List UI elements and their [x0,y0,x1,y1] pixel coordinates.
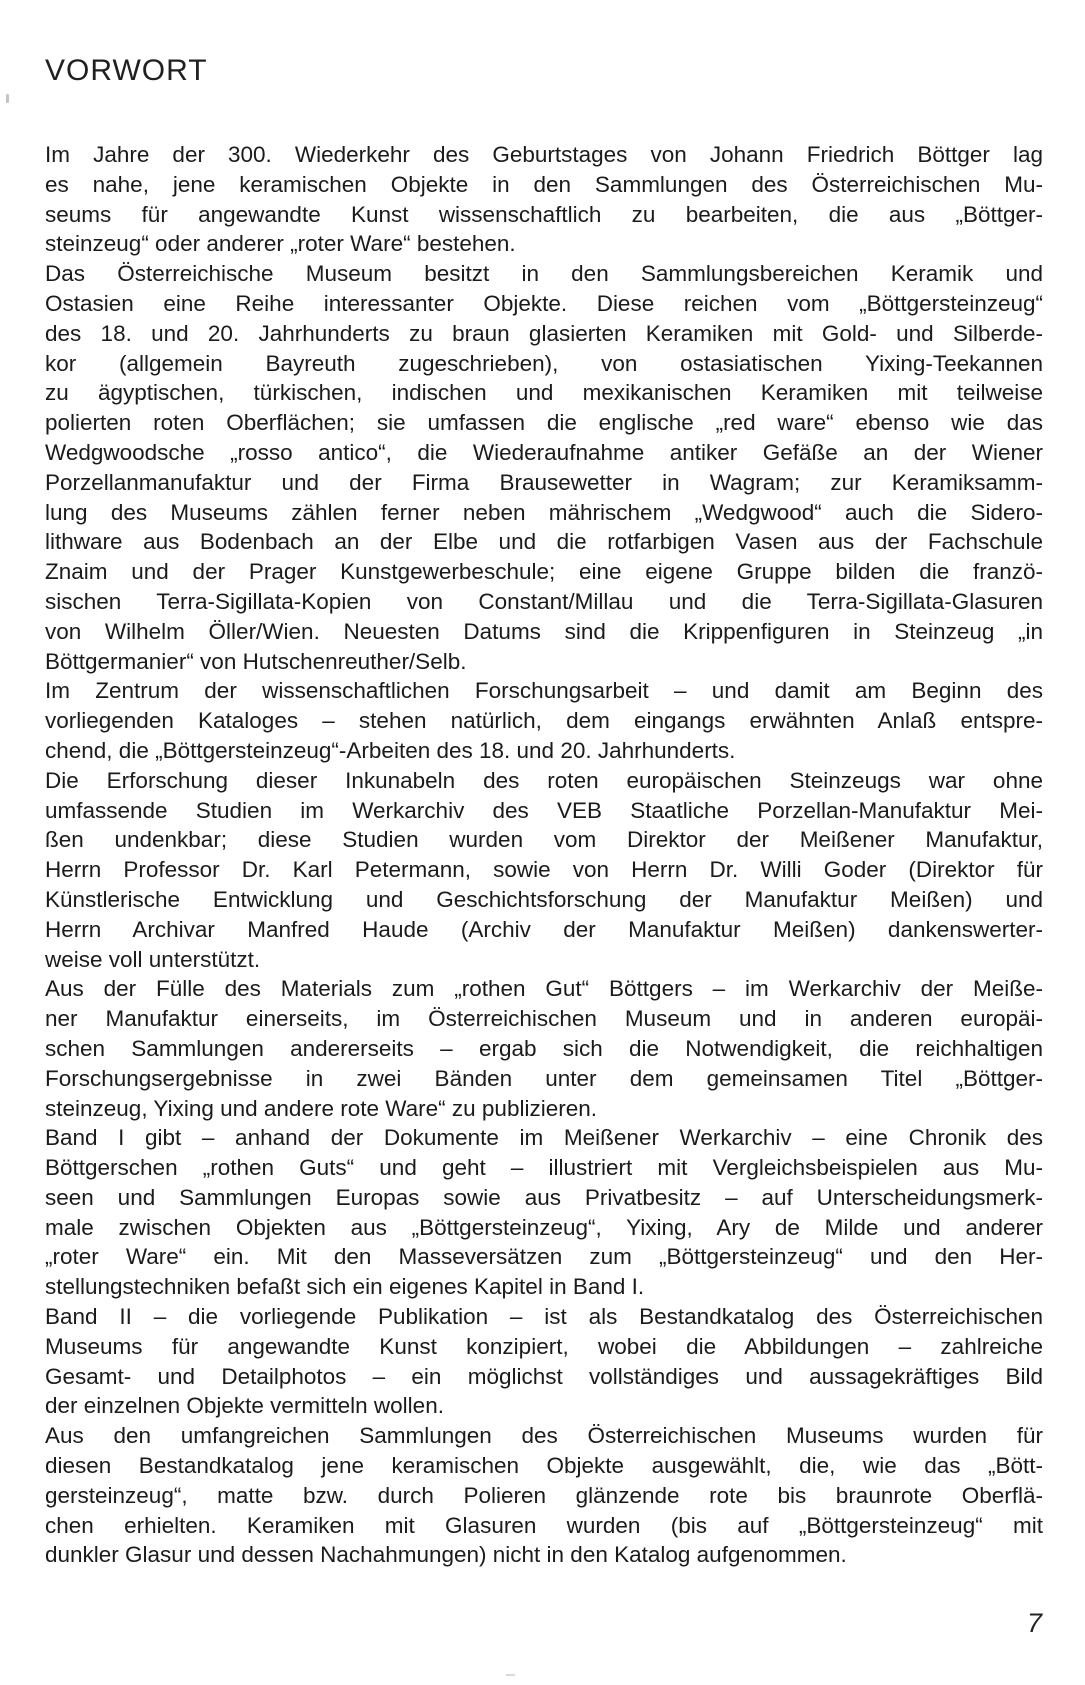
page-number: 7 [1026,1608,1042,1638]
text-line: Porzellanmanufaktur und der Firma Brausewetter in Wagram; zur Keramiksamm- [45,469,1043,495]
text-line: von Wilhelm Öller/Wien. Neuesten Datums sind die Krippenfiguren in Steinzeug „in [45,618,1043,644]
text-line: Böttgerschen „rothen Guts“ und geht – illustriert mit Vergleichsbeispielen aus Mu- [45,1155,1043,1181]
page-title: VORWORT [45,54,208,87]
text-line: Im Zentrum der wissenschaftlichen Forschungsarbeit – und damit am Beginn des [45,678,1043,704]
text-line: diesen Bestandkatalog jene keramischen Objekte ausgewählt, die, wie das „Bött- [45,1453,1043,1479]
text-line: lithware aus Bodenbach an der Elbe und die rotfarbigen Vasen aus der Fachschule [45,529,1043,555]
text-line: Künstlerische Entwicklung und Geschichtsforschung der Manufaktur Meißen) und [45,886,1043,912]
text-line: Aus den umfangreichen Sammlungen des Österreichischen Museums wurden für [45,1423,1043,1449]
text-line: umfassende Studien im Werkarchiv des VEB Staatliche Porzellan-Manufaktur Mei- [45,797,1043,823]
foreword-body-text [45,140,1043,1570]
text-line: Band II – die vorliegende Publikation – ist als Bestandkatalog des Österreichischen [45,1304,1043,1330]
text-line: Aus der Fülle des Materials zum „rothen Gut“ Böttgers – im Werkarchiv der Meiße- [45,976,1043,1002]
text-line: Die Erforschung dieser Inkunabeln des roten europäischen Steinzeugs war ohne [45,767,1043,793]
text-line: Das Österreichische Museum besitzt in den Sammlungsbereichen Keramik und [45,261,1043,287]
text-line: Band I gibt – anhand der Dokumente im Meißener Werkarchiv – eine Chronik des [45,1125,1043,1151]
text-line: Im Jahre der 300. Wiederkehr des Geburtstages von Johann Friedrich Böttger lag [45,142,1043,167]
text-line: sischen Terra-Sigillata-Kopien von Constant/Millau und die Terra-Sigillata-Glasuren [45,588,1043,614]
text-line: dunkler Glasur und dessen Nachahmungen) nicht in den Katalog aufgenommen. [45,1542,847,1568]
text-line: Herrn Professor Dr. Karl Petermann, sowie von Herrn Dr. Willi Goder (Direktor für [45,857,1043,883]
text-line: ßen undenkbar; diese Studien wurden vom Direktor der Meißener Manufaktur, [45,827,1043,853]
text-line: kor (allgemein Bayreuth zugeschrieben), von ostasiatischen Yixing-Teekannen [45,350,1043,376]
text-line: vorliegenden Kataloges – stehen natürlich, dem eingangs erwähnten Anlaß entspre- [45,708,1043,734]
text-line: des 18. und 20. Jahrhunderts zu braun glasierten Keramiken mit Gold- und Silberde- [45,320,1043,346]
text-line: Böttgermanier“ von Hutschenreuther/Selb. [45,648,467,674]
text-line: gersteinzeug“, matte bzw. durch Polieren glänzende rote bis braunrote Oberflä- [45,1482,1043,1508]
text-line: Gesamt- und Detailphotos – ein möglichst vollständiges und aussagekräftiges Bild [45,1363,1043,1389]
text-line: male zwischen Objekten aus „Böttgersteinzeug“, Yixing, Ary de Milde und anderer [45,1214,1043,1240]
text-line: lung des Museums zählen ferner neben mährischem „Wedgwood“ auch die Sidero- [45,499,1043,525]
text-line: Znaim und der Prager Kunstgewerbeschule; eine eigene Gruppe bilden die franzö- [45,559,1043,585]
text-line: „roter Ware“ ein. Mit den Masseversätzen zum „Böttgersteinzeug“ und den Her- [45,1244,1043,1270]
text-line: Herrn Archivar Manfred Haude (Archiv der Manufaktur Meißen) dankenswerter- [45,916,1043,942]
scan-artifact-icon [506,1674,515,1676]
scan-artifact-icon [6,94,9,103]
text-line: seums für angewandte Kunst wissenschaftlich zu bearbeiten, die aus „Böttger- [45,201,1043,227]
text-line: chend, die „Böttgersteinzeug“-Arbeiten des 18. und 20. Jahrhunderts. [45,737,736,763]
text-line: chen erhielten. Keramiken mit Glasuren wurden (bis auf „Böttgersteinzeug“ mit [45,1512,1043,1538]
text-line: weise voll unterstützt. [45,946,261,972]
text-line: Ostasien eine Reihe interessanter Objekte. Diese reichen vom „Böttgersteinzeug“ [45,290,1043,316]
text-line: es nahe, jene keramischen Objekte in den Sammlungen des Österreichischen Mu- [45,171,1043,197]
text-line: polierten roten Oberflächen; sie umfassen die englische „red ware“ ebenso wie das [45,410,1043,436]
text-line: seen und Sammlungen Europas sowie aus Privatbesitz – auf Unterscheidungsmerk- [45,1184,1043,1210]
text-line: Museums für angewandte Kunst konzipiert, wobei die Abbildungen – zahlreiche [45,1333,1043,1359]
text-line: steinzeug, Yixing und andere rote Ware“ zu publizieren. [45,1095,597,1121]
page-content [45,54,1043,1570]
text-line: steinzeug“ oder anderer „roter Ware“ bestehen. [45,231,516,257]
text-line: der einzelnen Objekte vermitteln wollen. [45,1393,444,1419]
text-line: stellungstechniken befaßt sich ein eigenes Kapitel in Band I. [45,1274,645,1300]
text-line: Wedgwoodsche „rosso antico“, die Wiederaufnahme antiker Gefäße an der Wiener [45,439,1043,465]
text-line: schen Sammlungen andererseits – ergab sich die Notwendigkeit, die reichhaltigen [45,1035,1043,1061]
text-line: zu ägyptischen, türkischen, indischen und mexikanischen Keramiken mit teilweise [45,380,1043,406]
text-line: Forschungsergebnisse in zwei Bänden unter dem gemeinsamen Titel „Böttger- [45,1065,1043,1091]
text-line: ner Manufaktur einerseits, im Österreichischen Museum und in anderen europäi- [45,1006,1043,1032]
